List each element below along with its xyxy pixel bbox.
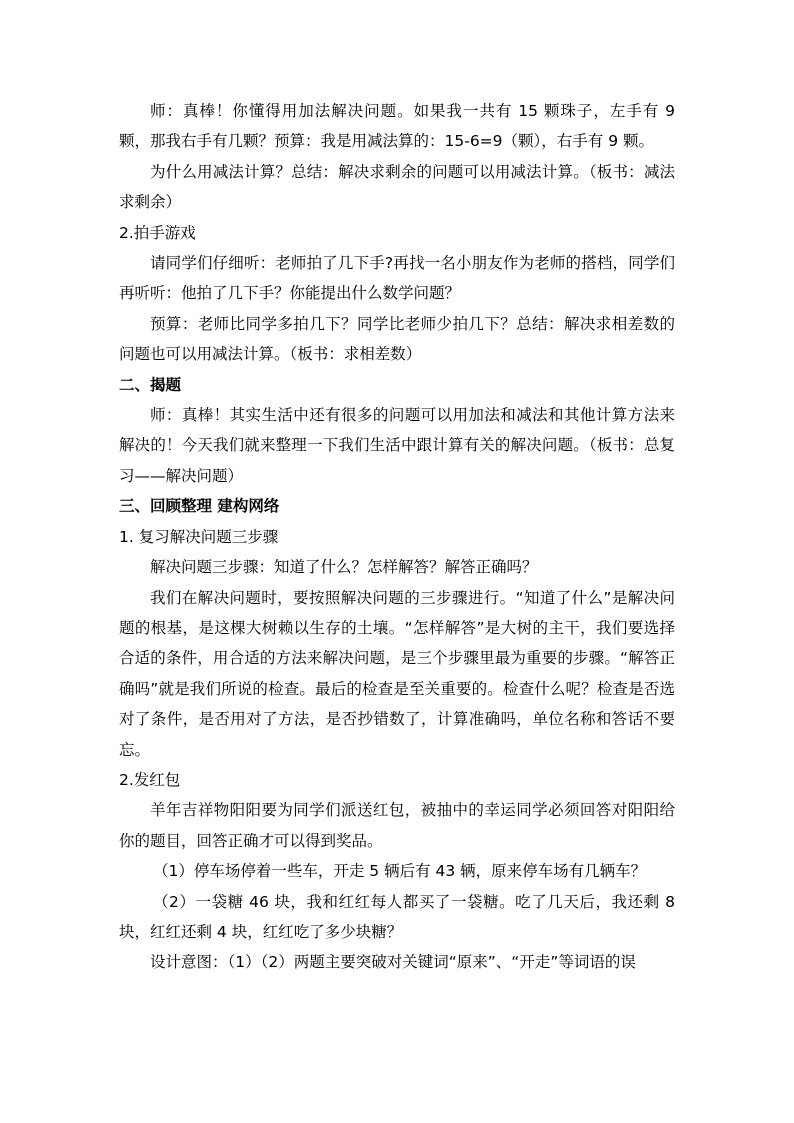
- subheading-clapping-game: 2.拍手游戏: [119, 223, 196, 242]
- heading-review-network: 三、回顾整理 建构网络: [119, 497, 280, 516]
- paragraph-teacher-praise-addition: 师：真棒！你懂得用加法解决问题。如果我一共有 15 颗珠子，左手有 9 颗，那我右手有几颗？预算：我是用减法算的：15-6=9（颗），右手有 9 颗。: [119, 102, 675, 151]
- paragraph-red-envelope-intro: 羊年吉祥物阳阳要为同学们派送红包，被抽中的幸运同学必须回答对阳阳给你的题目，回答正确才可以得到奖品。: [119, 801, 675, 850]
- paragraph-three-steps-list: 解决问题三步骤：知道了什么？怎样解答？解答正确吗？: [150, 558, 538, 577]
- question-1-parking-lot: （1）停车场停着一些车，开走 5 辆后有 43 辆，原来停车场有几辆车？: [153, 862, 647, 881]
- document-body: [119, 96, 675, 978]
- paragraph-three-steps-explanation: 我们在解决问题时，要按照解决问题的三步骤进行。“知道了什么”是解决问题的根基，是这棵大树赖以生存的土壤。“怎样解答”是大树的主干，我们要选择合适的条件，用合适的方法来解决问题，是三个步骤里最为重要的步骤。“解答正确吗”就是我们所说的检查。最后的检查是至关重要的。检查什么呢？检查是否选对了条件，是否用对了方法，是否抄错数了，计算准确吗，单位名称和答话不要忘。: [119, 588, 675, 759]
- paragraph-why-subtraction: 为什么用减法计算？总结：解决求剩余的问题可以用减法计算。（板书：减法 求剩余）: [119, 162, 675, 212]
- paragraph-reveal-topic: 师：真棒！其实生活中还有很多的问题可以用加法和减法和其他计算方法来解决的！今天我们就来整理一下我们生活中跟计算有关的解决问题。（板书：总复习——解决问题）: [119, 406, 675, 485]
- paragraph-clapping-instructions: 请同学们仔细听：老师拍了几下手?再找一名小朋友作为老师的搭档，同学们再听听：他拍了几下手？你能提出什么数学问题？: [119, 254, 675, 303]
- subheading-three-steps: 1. 复习解决问题三步骤: [119, 527, 279, 546]
- subheading-red-envelope: 2.发红包: [119, 770, 181, 789]
- paragraph-clapping-summary: 预算：老师比同学多拍几下？同学比老师少拍几下？总结：解决求相差数的问题也可以用减法计算。（板书：求相差数）: [119, 314, 675, 364]
- paragraph-design-intent: 设计意图：（1）（2）两题主要突破对关键词“原来”、“开走”等词语的误: [150, 953, 636, 972]
- question-2-candy: （2）一袋糖 46 块，我和红红每人都买了一袋糖。吃了几天后，我还剩 8 块，红红还剩 4 块，红红吃了多少块糖？: [119, 892, 675, 941]
- heading-reveal-topic: 二、揭题: [119, 375, 182, 394]
